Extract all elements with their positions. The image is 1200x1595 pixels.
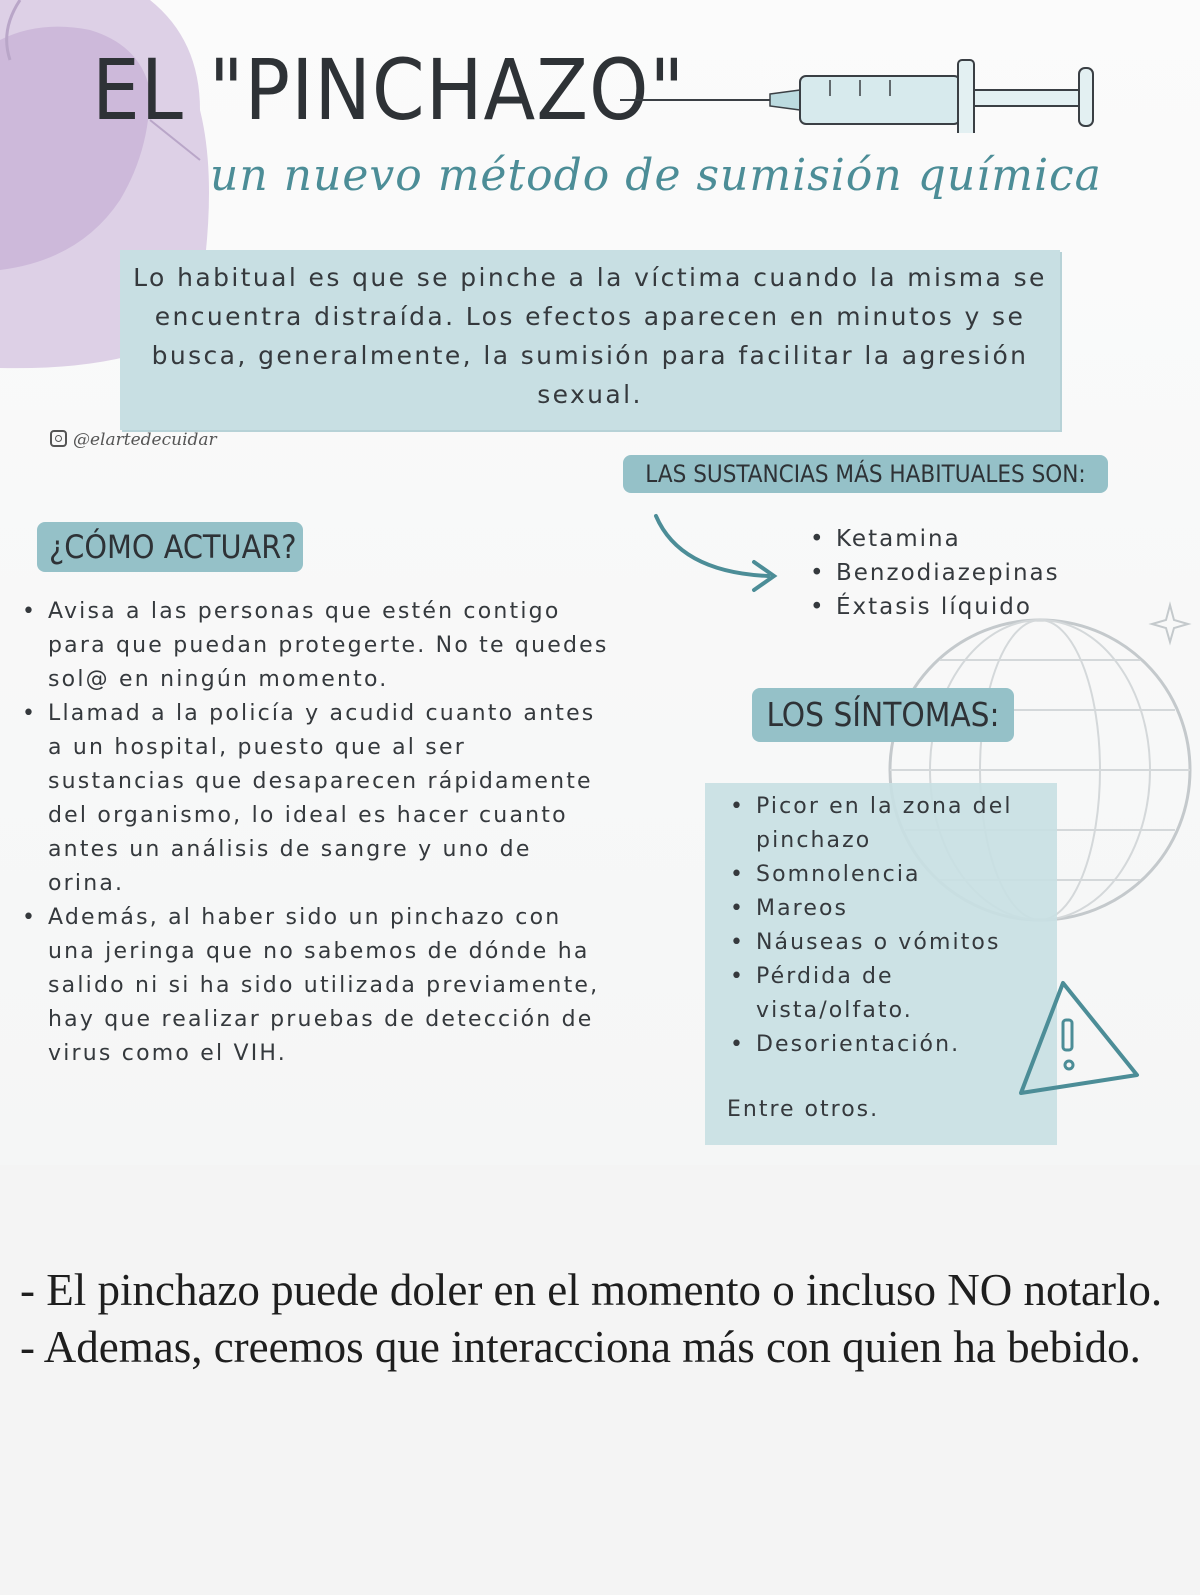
credit-handle: @elartedecuidar [73, 430, 217, 450]
list-item: • Avisa a las personas que estén contigo para que puedan protegerte. No te quedes sol@ en ningún momento. [22, 595, 612, 697]
list-item: • Mareos [730, 892, 1050, 926]
credit [50, 430, 217, 450]
list-item: • Éxtasis líquido [810, 590, 1060, 624]
how-to-act-label: ¿CÓMO ACTUAR? [37, 522, 303, 572]
list-item: • Ketamina [810, 522, 1060, 556]
syringe-icon [620, 38, 1120, 133]
list-item: • Llamad a la policía y acudid cuanto antes a un hospital, puesto que al ser sustancias que desaparecen rápidamente del organismo, lo ideal es hacer cuanto antes un análisis de sangre y uno de orina. [22, 697, 612, 901]
caption-line: - Ademas, creemos que interacciona más con quien ha bebido. [20, 1322, 1141, 1372]
page-title: EL "PINCHAZO" [92, 41, 686, 139]
list-item: • Pérdida de vista/olfato. [730, 960, 1050, 1028]
warning-icon [1015, 975, 1145, 1095]
symptoms-label: LOS SÍNTOMAS: [752, 688, 1014, 742]
list-item: • Benzodiazepinas [810, 556, 1060, 590]
symptoms-footer: Entre otros. [727, 1097, 880, 1122]
caption-line: - El pinchazo puede doler en el momento o incluso NO notarlo. [20, 1265, 1163, 1315]
list-item: • Náuseas o vómitos [730, 926, 1050, 960]
list-item: • Picor en la zona del pinchazo [730, 790, 1050, 858]
list-item: • Somnolencia [730, 858, 1050, 892]
caption [20, 1262, 1180, 1376]
instagram-icon [50, 430, 67, 447]
list-item: • Además, al haber sido un pinchazo con una jeringa que no sabemos de dónde ha salido ni si ha sido utilizada previamente, hay que realizar pruebas de detección de virus como el VIH. [22, 901, 612, 1071]
substances-label: LAS SUSTANCIAS MÁS HABITUALES SON: [623, 455, 1108, 493]
how-to-act-list [22, 595, 612, 1071]
list-item: • Desorientación. [730, 1028, 1050, 1062]
subtitle: un nuevo método de sumisión química [210, 150, 1102, 201]
intro-text: Lo habitual es que se pinche a la víctima cuando la misma se encuentra distraída. Los efectos aparecen en minutos y se busca, generalmente, la sumisión para facilitar la agresión sexual. [133, 263, 1047, 409]
arrow-icon [650, 510, 790, 595]
symptoms-list [730, 790, 1050, 1062]
